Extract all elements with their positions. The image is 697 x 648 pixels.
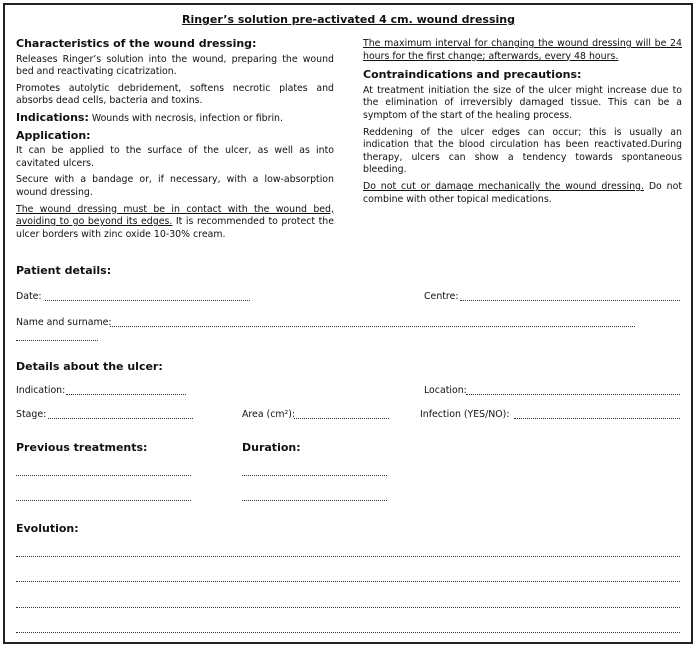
date-label: Date: xyxy=(16,291,42,302)
ulcer-details-heading: Details about the ulcer: xyxy=(16,360,163,373)
patient-details-heading: Patient details: xyxy=(16,264,112,277)
duration-field-2[interactable] xyxy=(242,500,387,501)
characteristics-text-1: Releases Ringer’s solution into the wound, preparing the wound bed and reactivating cicatrization. xyxy=(16,53,334,78)
stage-label: Stage: xyxy=(16,409,47,420)
indications-text: Wounds with necrosis, infection or fibrin. xyxy=(88,112,283,124)
area-field[interactable] xyxy=(294,418,389,419)
application-warning: The wound dressing must be in contact with the wound bed, avoiding to go beyond its edges. xyxy=(16,203,334,228)
infection-field[interactable] xyxy=(514,418,680,419)
application-text-2: Secure with a bandage or, if necessary, with a low-absorption wound dressing. xyxy=(16,174,334,198)
name-field-continued[interactable] xyxy=(16,340,98,341)
evolution-line-3[interactable] xyxy=(16,607,680,608)
previous-treatment-field-2[interactable] xyxy=(16,500,191,501)
indication-field[interactable] xyxy=(66,394,186,395)
interval-note: The maximum interval for changing the wound dressing will be 24 hours for the first change; afterwards, every 48 hours. xyxy=(363,38,682,62)
characteristics-text-2: Promotes autolytic debridement, softens necrotic plates and absorbs dead cells, bacteria and toxins. xyxy=(16,82,334,107)
name-field[interactable] xyxy=(110,326,635,327)
date-field[interactable] xyxy=(45,300,250,301)
duration-heading: Duration: xyxy=(242,441,301,454)
application-text-1: It can be applied to the surface of the ulcer, as well as into cavitated ulcers. xyxy=(16,145,334,169)
application-text-3: It is recommended to protect the ulcer borders with zinc oxide 10-30% cream. xyxy=(16,216,334,240)
indication-label: Indication: xyxy=(16,385,66,396)
centre-field[interactable] xyxy=(460,300,680,301)
application-heading: Application: xyxy=(16,128,91,142)
contraindications-text-2: Reddening of the ulcer edges can occur; this is usually an indication that the blood circulation has been reactivated.During therapy, ulcers can show a tendency towards spontaneous bleeding. xyxy=(363,126,682,176)
contraindications-heading: Contraindications and precautions: xyxy=(363,68,582,82)
characteristics-heading: Characteristics of the wound dressing: xyxy=(16,37,257,50)
left-column xyxy=(16,38,334,245)
area-label: Area (cm²): xyxy=(242,409,296,420)
evolution-heading: Evolution: xyxy=(16,522,79,535)
document-title: Ringer’s solution pre-activated 4 cm. wound dressing xyxy=(181,13,515,26)
contraindications-text-3: Do not combine with other topical medications. xyxy=(363,180,682,205)
location-label: Location: xyxy=(424,385,467,396)
previous-treatment-field-1[interactable] xyxy=(16,475,191,476)
right-column xyxy=(363,38,682,210)
name-label: Name and surname: xyxy=(16,317,112,328)
contraindications-text-1: At treatment initiation the size of the ulcer might increase due to the elimination of irreversibly damaged tissue. This can be a symptom of the start of the healing process. xyxy=(363,84,682,121)
contraindications-warning: Do not cut or damage mechanically the wound dressing. xyxy=(363,180,644,192)
location-field[interactable] xyxy=(466,394,680,395)
centre-label: Centre: xyxy=(424,291,459,302)
infection-label: Infection (YES/NO): xyxy=(420,409,510,420)
duration-field-1[interactable] xyxy=(242,475,387,476)
stage-field[interactable] xyxy=(48,418,193,419)
evolution-line-2[interactable] xyxy=(16,581,680,582)
evolution-line-4[interactable] xyxy=(16,632,680,633)
evolution-line-1[interactable] xyxy=(16,556,680,557)
previous-treatments-heading: Previous treatments: xyxy=(16,441,148,454)
indications-label: Indications: xyxy=(16,110,89,124)
